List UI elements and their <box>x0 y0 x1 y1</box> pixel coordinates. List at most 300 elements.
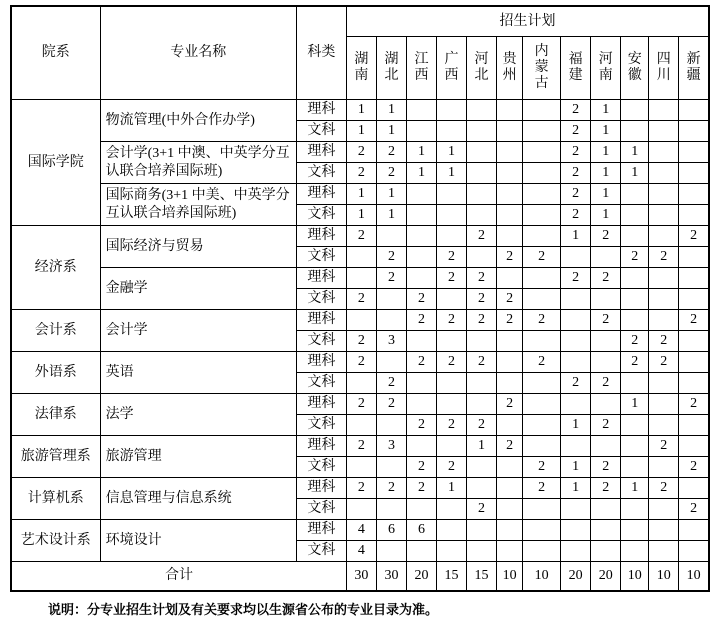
plan-cell <box>406 394 436 415</box>
plan-cell <box>523 226 561 247</box>
plan-cell <box>591 436 621 457</box>
plan-cell <box>679 163 709 184</box>
plan-cell <box>561 247 591 268</box>
plan-cell: 2 <box>621 247 649 268</box>
plan-cell <box>467 394 497 415</box>
plan-cell <box>649 289 679 310</box>
plan-cell <box>437 289 467 310</box>
plan-cell: 1 <box>591 205 621 226</box>
column-header-province <box>437 37 467 100</box>
plan-cell: 2 <box>591 310 621 331</box>
plan-cell <box>497 541 523 562</box>
plan-cell <box>679 205 709 226</box>
plan-cell <box>406 100 436 121</box>
track-cell: 文科 <box>296 457 346 478</box>
column-header-province <box>467 37 497 100</box>
plan-cell <box>621 289 649 310</box>
track-cell: 理科 <box>296 352 346 373</box>
plan-cell <box>406 121 436 142</box>
plan-cell <box>376 289 406 310</box>
plan-cell: 4 <box>346 520 376 541</box>
plan-cell: 2 <box>437 415 467 436</box>
plan-cell <box>523 205 561 226</box>
plan-cell <box>497 184 523 205</box>
plan-cell <box>561 541 591 562</box>
plan-cell: 2 <box>376 142 406 163</box>
plan-cell <box>376 352 406 373</box>
plan-cell <box>523 331 561 352</box>
plan-cell: 2 <box>346 478 376 499</box>
plan-cell: 2 <box>591 457 621 478</box>
plan-cell: 1 <box>346 121 376 142</box>
plan-cell <box>561 310 591 331</box>
plan-cell <box>621 310 649 331</box>
track-cell: 文科 <box>296 247 346 268</box>
plan-cell <box>649 268 679 289</box>
plan-cell: 1 <box>621 163 649 184</box>
plan-cell <box>621 100 649 121</box>
plan-cell <box>406 331 436 352</box>
plan-cell: 2 <box>406 478 436 499</box>
plan-cell <box>523 100 561 121</box>
track-cell: 文科 <box>296 415 346 436</box>
plan-cell <box>679 478 709 499</box>
plan-cell <box>497 163 523 184</box>
table-row <box>11 100 709 121</box>
table-row <box>11 226 709 247</box>
plan-cell: 4 <box>346 541 376 562</box>
plan-cell <box>679 436 709 457</box>
plan-cell <box>523 541 561 562</box>
column-header-province <box>376 37 406 100</box>
department-cell: 经济系 <box>11 226 100 310</box>
plan-cell <box>649 310 679 331</box>
plan-cell: 2 <box>437 268 467 289</box>
plan-cell <box>497 478 523 499</box>
plan-cell <box>523 415 561 436</box>
plan-cell <box>679 541 709 562</box>
plan-cell <box>621 415 649 436</box>
plan-cell <box>561 352 591 373</box>
plan-cell: 2 <box>561 268 591 289</box>
column-header-province <box>649 37 679 100</box>
plan-cell: 2 <box>561 121 591 142</box>
plan-cell <box>621 520 649 541</box>
plan-cell: 2 <box>561 163 591 184</box>
track-cell: 理科 <box>296 268 346 289</box>
plan-cell: 1 <box>591 184 621 205</box>
plan-cell <box>437 226 467 247</box>
plan-cell <box>523 520 561 541</box>
plan-cell <box>346 247 376 268</box>
department-cell: 艺术设计系 <box>11 520 100 562</box>
plan-cell <box>437 499 467 520</box>
footnote: 说明：分专业招生计划及有关要求均以生源省公布的专业目录为准。 <box>48 602 439 617</box>
total-cell: 10 <box>649 562 679 592</box>
column-header-department: 院系 <box>11 6 100 100</box>
plan-cell: 2 <box>437 352 467 373</box>
plan-cell: 2 <box>346 352 376 373</box>
province-label: 内蒙古 <box>534 43 549 91</box>
plan-cell <box>679 289 709 310</box>
total-cell: 20 <box>561 562 591 592</box>
plan-cell: 1 <box>437 478 467 499</box>
plan-cell <box>679 520 709 541</box>
department-cell: 外语系 <box>11 352 100 394</box>
plan-cell <box>406 184 436 205</box>
plan-cell <box>561 520 591 541</box>
column-header-track: 科类 <box>296 6 346 100</box>
plan-cell <box>346 499 376 520</box>
plan-cell: 2 <box>591 373 621 394</box>
plan-cell <box>523 436 561 457</box>
plan-cell <box>497 457 523 478</box>
plan-cell <box>467 163 497 184</box>
plan-cell: 2 <box>649 478 679 499</box>
total-cell: 15 <box>467 562 497 592</box>
plan-cell: 2 <box>406 352 436 373</box>
plan-cell <box>679 415 709 436</box>
plan-cell <box>406 268 436 289</box>
table-row <box>11 520 709 541</box>
plan-cell <box>591 352 621 373</box>
department-cell: 会计系 <box>11 310 100 352</box>
province-label: 江西 <box>414 51 429 83</box>
track-cell: 理科 <box>296 394 346 415</box>
plan-cell <box>621 184 649 205</box>
plan-cell <box>523 373 561 394</box>
plan-cell <box>523 394 561 415</box>
plan-cell <box>437 373 467 394</box>
major-cell: 会计学 <box>100 310 296 352</box>
track-cell: 文科 <box>296 499 346 520</box>
plan-cell: 2 <box>497 310 523 331</box>
plan-cell <box>346 268 376 289</box>
plan-cell: 2 <box>561 373 591 394</box>
plan-cell <box>497 415 523 436</box>
plan-cell <box>649 499 679 520</box>
province-label: 新疆 <box>686 51 701 83</box>
province-label: 四川 <box>656 51 671 83</box>
plan-cell: 1 <box>591 163 621 184</box>
plan-cell <box>561 289 591 310</box>
plan-cell: 2 <box>679 499 709 520</box>
table-row <box>11 478 709 499</box>
plan-cell: 1 <box>561 478 591 499</box>
plan-cell <box>591 247 621 268</box>
plan-cell <box>621 121 649 142</box>
plan-cell: 2 <box>406 457 436 478</box>
plan-cell <box>406 247 436 268</box>
table-row <box>11 394 709 415</box>
plan-cell: 2 <box>406 415 436 436</box>
plan-cell <box>621 268 649 289</box>
plan-cell <box>346 457 376 478</box>
plan-cell <box>679 373 709 394</box>
total-cell: 20 <box>406 562 436 592</box>
province-label: 安徽 <box>627 51 642 83</box>
plan-cell <box>467 247 497 268</box>
column-header-province <box>346 37 376 100</box>
plan-cell <box>437 205 467 226</box>
column-header-province <box>591 37 621 100</box>
plan-cell: 1 <box>406 142 436 163</box>
plan-cell: 2 <box>561 100 591 121</box>
column-header-province <box>497 37 523 100</box>
track-cell: 理科 <box>296 310 346 331</box>
plan-cell: 1 <box>561 415 591 436</box>
plan-cell <box>467 142 497 163</box>
major-cell: 信息管理与信息系统 <box>100 478 296 520</box>
plan-cell: 6 <box>376 520 406 541</box>
plan-cell: 2 <box>497 289 523 310</box>
plan-cell: 1 <box>591 121 621 142</box>
header-row-top <box>11 6 709 37</box>
plan-cell <box>561 331 591 352</box>
plan-cell: 2 <box>437 310 467 331</box>
plan-cell <box>497 499 523 520</box>
plan-cell <box>523 142 561 163</box>
major-cell: 环境设计 <box>100 520 296 562</box>
track-cell: 理科 <box>296 478 346 499</box>
plan-cell <box>523 163 561 184</box>
column-header-province <box>406 37 436 100</box>
plan-cell <box>376 457 406 478</box>
track-cell: 文科 <box>296 121 346 142</box>
plan-cell: 1 <box>621 142 649 163</box>
plan-cell: 2 <box>523 310 561 331</box>
plan-cell <box>621 541 649 562</box>
plan-cell <box>621 499 649 520</box>
column-header-province <box>523 37 561 100</box>
track-cell: 文科 <box>296 373 346 394</box>
plan-cell: 1 <box>346 205 376 226</box>
table-header <box>11 6 709 100</box>
plan-cell <box>406 373 436 394</box>
plan-cell: 2 <box>523 457 561 478</box>
table-row <box>11 268 709 289</box>
plan-cell <box>649 163 679 184</box>
plan-cell <box>467 457 497 478</box>
plan-cell <box>621 205 649 226</box>
plan-cell: 2 <box>437 457 467 478</box>
total-cell: 30 <box>346 562 376 592</box>
plan-cell: 2 <box>561 142 591 163</box>
plan-cell <box>497 268 523 289</box>
plan-cell: 3 <box>376 436 406 457</box>
plan-cell: 2 <box>346 394 376 415</box>
plan-cell: 2 <box>523 352 561 373</box>
province-label: 湖北 <box>384 51 399 83</box>
plan-cell <box>467 373 497 394</box>
table-footer <box>11 562 709 592</box>
major-cell: 英语 <box>100 352 296 394</box>
plan-cell: 1 <box>376 205 406 226</box>
plan-cell <box>497 142 523 163</box>
plan-cell: 1 <box>376 184 406 205</box>
plan-cell: 1 <box>591 100 621 121</box>
plan-cell: 2 <box>591 268 621 289</box>
plan-cell <box>523 268 561 289</box>
plan-cell <box>497 373 523 394</box>
plan-cell <box>497 100 523 121</box>
plan-cell: 2 <box>376 394 406 415</box>
plan-cell <box>679 142 709 163</box>
plan-cell <box>406 499 436 520</box>
plan-cell: 2 <box>376 373 406 394</box>
table-row <box>11 310 709 331</box>
plan-cell: 1 <box>376 121 406 142</box>
plan-cell <box>346 310 376 331</box>
plan-cell: 2 <box>467 226 497 247</box>
plan-cell: 3 <box>376 331 406 352</box>
plan-cell: 1 <box>406 163 436 184</box>
plan-cell <box>497 205 523 226</box>
plan-cell <box>523 289 561 310</box>
plan-cell <box>346 415 376 436</box>
plan-cell <box>679 331 709 352</box>
plan-cell <box>437 331 467 352</box>
table-row <box>11 142 709 163</box>
plan-cell: 2 <box>406 289 436 310</box>
plan-cell <box>679 121 709 142</box>
plan-cell <box>497 331 523 352</box>
major-cell: 国际商务(3+1 中美、中英学分互认联合培养国际班) <box>100 184 296 226</box>
column-header-province <box>621 37 649 100</box>
plan-cell <box>591 499 621 520</box>
plan-cell: 2 <box>376 268 406 289</box>
total-cell: 10 <box>523 562 561 592</box>
total-cell: 10 <box>679 562 709 592</box>
total-cell: 20 <box>591 562 621 592</box>
plan-cell: 2 <box>561 184 591 205</box>
plan-cell: 2 <box>467 499 497 520</box>
plan-cell <box>376 499 406 520</box>
plan-cell <box>406 205 436 226</box>
plan-cell <box>467 478 497 499</box>
plan-cell <box>679 352 709 373</box>
plan-cell: 1 <box>561 457 591 478</box>
department-cell: 法律系 <box>11 394 100 436</box>
plan-cell <box>649 205 679 226</box>
column-header-major: 专业名称 <box>100 6 296 100</box>
table-row <box>11 352 709 373</box>
plan-cell <box>649 394 679 415</box>
plan-cell: 1 <box>467 436 497 457</box>
plan-cell: 2 <box>649 436 679 457</box>
plan-cell <box>437 184 467 205</box>
plan-cell <box>649 373 679 394</box>
plan-cell: 1 <box>621 394 649 415</box>
department-cell: 国际学院 <box>11 100 100 226</box>
plan-cell <box>649 184 679 205</box>
plan-cell: 2 <box>346 142 376 163</box>
plan-cell <box>523 499 561 520</box>
plan-cell: 1 <box>437 163 467 184</box>
plan-cell <box>497 520 523 541</box>
plan-cell <box>649 226 679 247</box>
total-cell: 15 <box>437 562 467 592</box>
plan-cell <box>467 205 497 226</box>
plan-cell <box>376 415 406 436</box>
plan-cell <box>591 541 621 562</box>
plan-cell: 2 <box>467 310 497 331</box>
plan-cell: 1 <box>346 184 376 205</box>
track-cell: 理科 <box>296 436 346 457</box>
department-cell: 计算机系 <box>11 478 100 520</box>
plan-cell <box>437 100 467 121</box>
plan-cell <box>497 352 523 373</box>
column-header-province <box>679 37 709 100</box>
total-cell: 10 <box>497 562 523 592</box>
plan-cell: 2 <box>679 457 709 478</box>
plan-cell <box>376 310 406 331</box>
plan-cell <box>467 520 497 541</box>
track-cell: 文科 <box>296 163 346 184</box>
plan-cell <box>376 541 406 562</box>
table-row <box>11 184 709 205</box>
plan-cell: 1 <box>591 142 621 163</box>
plan-cell <box>561 499 591 520</box>
plan-cell: 2 <box>376 163 406 184</box>
plan-cell <box>591 289 621 310</box>
track-cell: 理科 <box>296 100 346 121</box>
plan-cell: 2 <box>346 436 376 457</box>
plan-cell <box>406 226 436 247</box>
plan-cell <box>679 247 709 268</box>
plan-cell: 2 <box>649 247 679 268</box>
province-label: 湖南 <box>354 51 369 83</box>
track-cell: 理科 <box>296 520 346 541</box>
plan-cell <box>679 100 709 121</box>
plan-cell <box>591 331 621 352</box>
plan-cell <box>437 121 467 142</box>
track-cell: 文科 <box>296 289 346 310</box>
plan-cell <box>376 226 406 247</box>
plan-cell: 2 <box>437 247 467 268</box>
plan-cell <box>406 436 436 457</box>
track-cell: 理科 <box>296 184 346 205</box>
plan-cell: 2 <box>591 226 621 247</box>
total-label: 合计 <box>11 562 346 592</box>
plan-cell <box>679 184 709 205</box>
plan-cell <box>649 415 679 436</box>
plan-cell: 1 <box>561 226 591 247</box>
plan-cell <box>467 121 497 142</box>
major-cell: 国际经济与贸易 <box>100 226 296 268</box>
plan-cell: 2 <box>346 163 376 184</box>
major-cell: 物流管理(中外合作办学) <box>100 100 296 142</box>
plan-cell: 2 <box>406 310 436 331</box>
plan-cell <box>591 520 621 541</box>
total-cell: 10 <box>621 562 649 592</box>
plan-cell <box>437 436 467 457</box>
plan-cell: 2 <box>591 478 621 499</box>
track-cell: 理科 <box>296 226 346 247</box>
plan-cell: 1 <box>346 100 376 121</box>
major-cell: 旅游管理 <box>100 436 296 478</box>
column-header-province <box>561 37 591 100</box>
track-cell: 文科 <box>296 541 346 562</box>
province-label: 广西 <box>444 51 459 83</box>
plan-cell <box>649 457 679 478</box>
plan-cell <box>467 100 497 121</box>
plan-cell <box>621 457 649 478</box>
plan-cell <box>561 436 591 457</box>
plan-cell: 2 <box>346 331 376 352</box>
enrollment-plan-table <box>10 5 710 592</box>
total-cell: 30 <box>376 562 406 592</box>
